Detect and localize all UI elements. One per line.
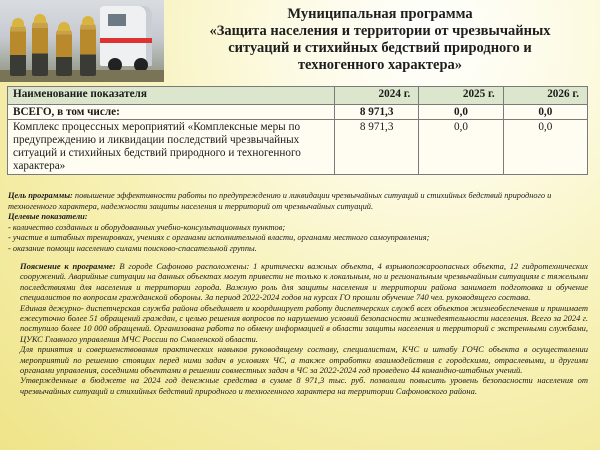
row-value-2026: 0,0 [503,120,587,175]
rescuer-figure [10,24,26,76]
row-value-2024: 8 971,3 [335,120,419,175]
header-2025: 2025 г. [419,87,503,105]
note-text: В городе Сафоново расположены: 1 критически важных объекта, 4 взрывопожароопасных объекта, 12 гидротехнических сооружений. Аварийные ситуации на данных объектах могут привести не только к локальным, но и региональным чрезвычайным ситуациям с тяжелыми последствиями для населения и территории города. Важную роль для защиты населения и территории района занимает подготовка и обучение специалистов по вопросам гражданской обороны. За период 2022-2024 годов на курсах ГО прошли обучение 740 чел. руководящего состава. [20,261,588,303]
title-line: ситуаций и стихийных бедствий природного и [228,40,532,56]
indicator-item: - оказание помощи населению силами поисково-спасательной группы. [8,243,257,253]
header-indicator-name: Наименование показателя [8,87,335,105]
header-2026: 2026 г. [503,87,587,105]
row-value-2024: 8 971,3 [335,105,419,120]
table-row [8,105,588,120]
title-line: техногенного характера» [297,57,463,73]
note-paragraph: Единая дежурно- диспетчерская служба района объединяет и координирует работу диспетчерских служб всех объектов жизнеобеспечения и принимает ежесуточно более 51 обращений граждан, с целью решения вопросов по нарушению условий безопасности жизнедеятельности населения. Всего за 2024 г. поступило более 10 000 обращений. Организована работа по обмену информацией в области защиты населения и территорий с экстренными службами, ЦУКС Главного управления МЧС России по Смоленской области. [20,302,588,344]
slide-title [170,6,590,74]
indicators-label: Целевые показатели: [8,212,88,222]
row-value-2026: 0,0 [503,105,587,120]
goal-paragraph [8,191,594,212]
rescuer-figure [80,22,96,76]
rescuers-photo [0,0,164,82]
program-goal-block [8,191,594,255]
goal-text: повышение эффективности работы по предупреждению и ликвидации чрезвычайных ситуаций и стихийных бедствий природного и техногенного характера, надежности защиты населения и территорий от чрезвычайных ситуаций. [8,191,552,211]
program-note-block [20,261,588,396]
title-line: Муниципальная программа [287,6,473,22]
rescuer-figure [56,28,72,76]
indicator-item: - количество созданных и оборудованных учебно-консультационных пунктов; [8,222,286,232]
note-paragraph [20,261,588,303]
row-name: Комплекс процессных мероприятий «Комплексные меры по предупреждению и ликвидации последствий чрезвычайных ситуаций и стихийных бедствий природного и техногенного характера» [8,120,335,175]
row-value-2025: 0,0 [419,105,503,120]
van-window [108,14,126,26]
van-stripe [100,38,152,43]
indicator-item: - участие в штабных тренировках, учениях с органами исполнительной власти, органами местного самоуправления; [8,233,430,243]
table-row [8,120,588,175]
row-value-2025: 0,0 [419,120,503,175]
indicators-table [7,86,588,175]
rescuer-figure [32,20,48,76]
goal-label: Цель программы: [8,191,73,200]
note-paragraph: Для принятия и совершенствования практических навыков руководящему составу, специалистам, КЧС и штабу ГОЧС объекта в осуществлении мероприятий по решению стоящих перед ними задач в условиях ЧС, а также отработки взаимодействия с городскими, отраслевыми, и другими органами управления, соседними объектами в решении совместных задач в ЧС за 2022-2024 год проведено 44 командно-штабных учений. [20,344,588,376]
header-2024: 2024 г. [335,87,419,105]
table-header-row [8,87,588,105]
note-label: Пояснение к программе: [20,261,116,271]
title-line: «Защита населения и территории от чрезвычайных [209,23,551,39]
row-name: ВСЕГО, в том числе: [8,105,335,120]
note-paragraph: Утвержденные в бюджете на 2024 год денежные средства в сумме 8 971,3 тыс. руб. позволили повысить уровень безопасности населения от чрезвычайных ситуаций и стихийных бедствий природного и техногенного характера на территории Сафоновского района. [20,375,588,396]
